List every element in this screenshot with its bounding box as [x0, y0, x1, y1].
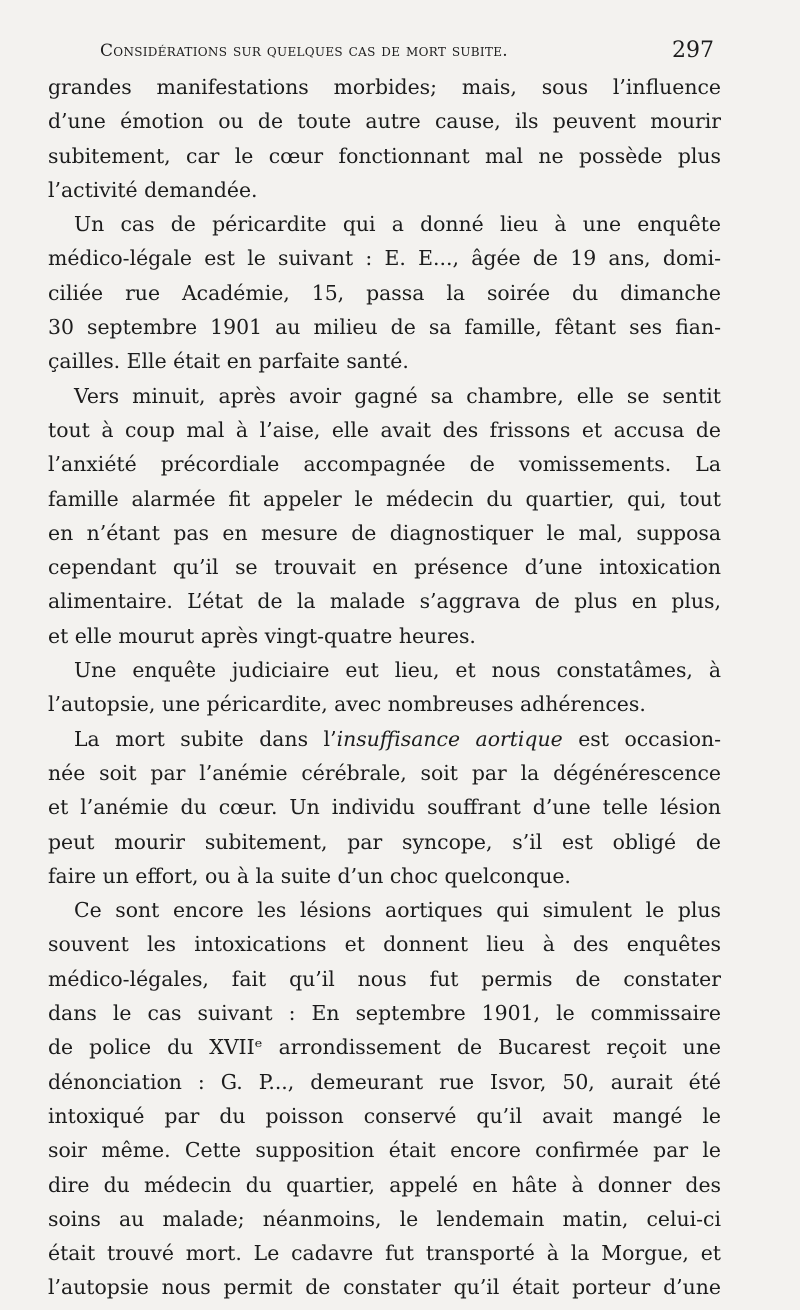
- running-head: [48, 36, 720, 66]
- text-line: Ce sont encore les lésions aortiques qui simulent le plus: [74, 898, 721, 923]
- text-line: cependant qu’il se trouvait en présence d’une intoxication: [48, 555, 721, 580]
- text-line: peut mourir subitement, par syncope, s’il est obligé de: [48, 829, 721, 854]
- text-line: soir même. Cette supposition était encore confirmée par le: [48, 1138, 721, 1163]
- text-line: et elle mourut après vingt-quatre heures.: [48, 623, 476, 648]
- text-line: née soit par l’anémie cérébrale, soit par la dégénérescence: [48, 760, 721, 785]
- text-line: dénonciation : G. P..., demeurant rue Isvor, 50, aurait été: [48, 1069, 721, 1094]
- text-line: dire du médecin du quartier, appelé en hâte à donner des: [48, 1172, 721, 1197]
- text-line: l’activité demandée.: [48, 177, 258, 202]
- text-line: était trouvé mort. Le cadavre fut transporté à la Morgue, et: [48, 1241, 721, 1266]
- text-line: d’une émotion ou de toute autre cause, ils peuvent mourir: [48, 109, 721, 134]
- text-line: de police du XVIIᵉ arrondissement de Bucarest reçoit une: [48, 1035, 721, 1060]
- text-segment: est occasion-: [562, 726, 721, 751]
- text-line: 30 septembre 1901 au milieu de sa famille, fêtant ses fian-: [48, 315, 721, 340]
- text-line: l’autopsie nous permit de constater qu’il était porteur d’une: [48, 1275, 721, 1300]
- text-line: intoxiqué par du poisson conservé qu’il avait mangé le: [48, 1103, 721, 1128]
- page-number: 297: [672, 38, 714, 63]
- text-line: et l’anémie du cœur. Un individu souffrant d’une telle lésion: [48, 795, 721, 820]
- text-line: médico-légale est le suivant : E. E..., âgée de 19 ans, domi-: [48, 246, 721, 271]
- body-text: [48, 70, 721, 1305]
- text-line: Une enquête judiciaire eut lieu, et nous constatâmes, à: [74, 658, 721, 683]
- text-line: ciliée rue Académie, 15, passa la soirée du dimanche: [48, 280, 721, 305]
- text-line: souvent les intoxications et donnent lieu à des enquêtes: [48, 932, 721, 957]
- text-line: médico-légales, fait qu’il nous fut permis de constater: [48, 966, 721, 991]
- text-line: soins au malade; néanmoins, le lendemain matin, celui-ci: [48, 1206, 721, 1231]
- text-line: famille alarmée fit appeler le médecin du quartier, qui, tout: [48, 486, 721, 511]
- text-line: tout à coup mal à l’aise, elle avait des frissons et accusa de: [48, 417, 721, 442]
- text-line: faire un effort, ou à la suite d’un choc quelconque.: [48, 863, 571, 888]
- text-line: l’autopsie, une péricardite, avec nombreuses adhérences.: [48, 692, 646, 717]
- text-segment: La mort subite dans l’: [74, 726, 337, 751]
- text-line: l’anxiété précordiale accompagnée de vomissements. La: [48, 452, 721, 477]
- italic-term: insuffisance aortique: [336, 726, 563, 751]
- text-line: subitement, car le cœur fonctionnant mal ne possède plus: [48, 143, 721, 168]
- text-line: Vers minuit, après avoir gagné sa chambre, elle se sentit: [74, 383, 721, 408]
- text-line: alimentaire. L’état de la malade s’aggrava de plus en plus,: [48, 589, 721, 614]
- text-line: dans le cas suivant : En septembre 1901, le commissaire: [48, 1001, 721, 1026]
- text-line: [48, 722, 721, 756]
- text-line: grandes manifestations morbides; mais, sous l’influence: [48, 75, 721, 99]
- text-line: Un cas de péricardite qui a donné lieu à une enquête: [74, 212, 721, 237]
- running-title: Considérations sur quelques cas de mort subite.: [100, 41, 508, 61]
- text-line: en n’étant pas en mesure de diagnostiquer le mal, supposa: [48, 520, 721, 545]
- text-line: çailles. Elle était en parfaite santé.: [48, 349, 409, 374]
